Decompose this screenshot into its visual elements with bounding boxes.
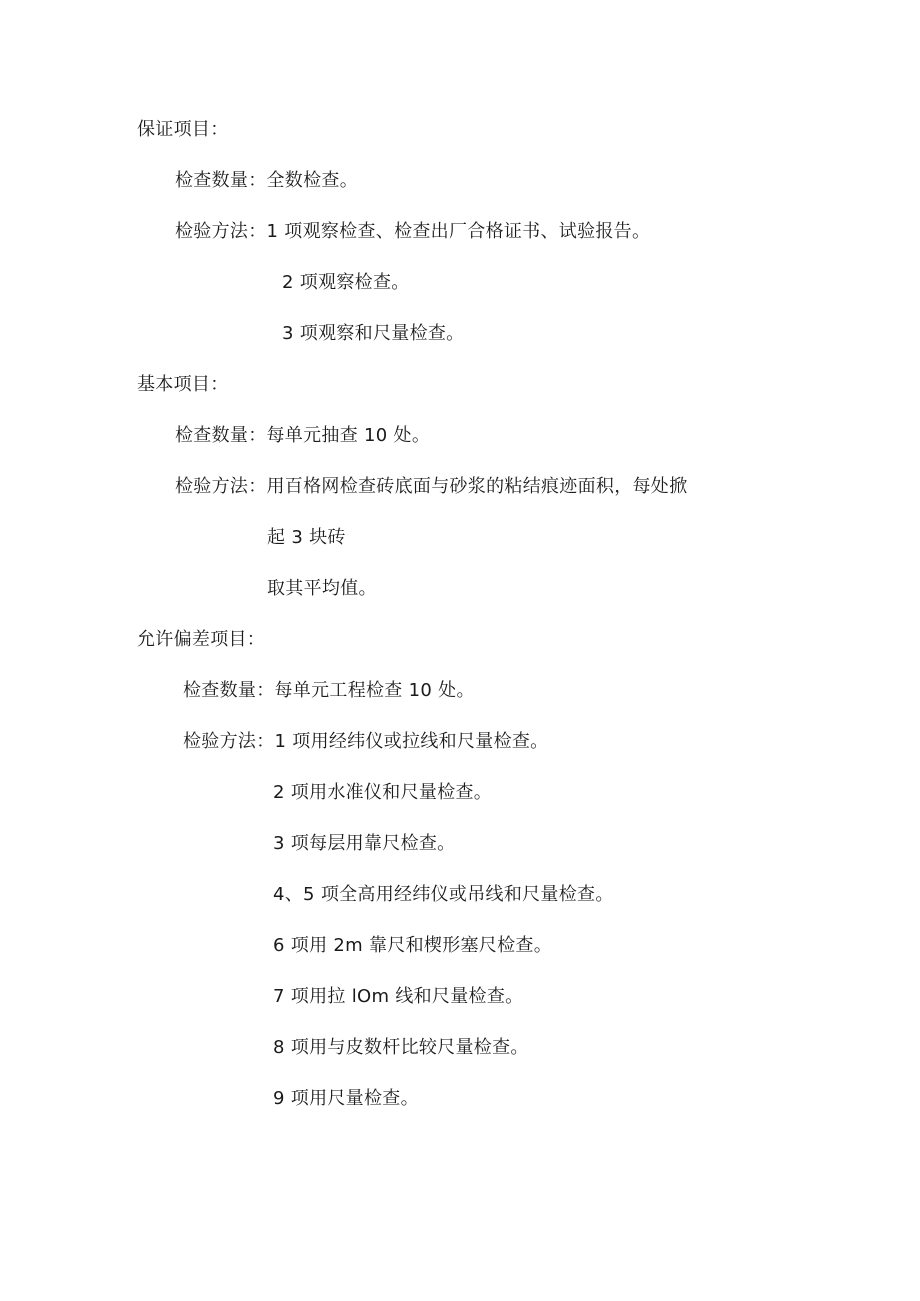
method-item-line: 3 项每层用靠尺检查。 [273, 833, 456, 854]
check-quantity-line: 检查数量：每单元工程检查 10 处。 [183, 680, 475, 701]
method-continuation-line: 起 3 块砖 [267, 527, 346, 548]
method-item-line: 6 项用 2m 靠尺和楔形塞尺检查。 [273, 935, 553, 956]
method-item-line: 2 项观察检查。 [282, 272, 410, 293]
check-method-line: 检验方法：用百格网检查砖底面与砂浆的粘结痕迹面积，每处掀 [175, 476, 688, 497]
method-item-line: 7 项用拉 lOm 线和尺量检查。 [273, 986, 524, 1007]
check-method-line: 检验方法：1 项用经纬仪或拉线和尺量检查。 [183, 731, 549, 752]
method-item-line: 4、5 项全高用经纬仪或吊线和尺量检查。 [273, 884, 614, 905]
method-item-line: 9 项用尺量检查。 [273, 1088, 419, 1109]
method-item-line: 2 项用水准仪和尺量检查。 [273, 782, 493, 803]
method-continuation-line: 取其平均值。 [267, 578, 377, 599]
check-quantity-line: 检查数量：全数检查。 [175, 170, 358, 191]
method-item-line: 3 项观察和尺量检查。 [282, 323, 465, 344]
method-item-line: 8 项用与皮数杆比较尺量检查。 [273, 1037, 529, 1058]
section-heading-tolerance: 允许偏差项目： [137, 629, 266, 650]
section-heading-guarantee: 保证项目： [137, 119, 229, 140]
check-method-line: 检验方法：1 项观察检查、检查出厂合格证书、试验报告。 [175, 221, 651, 242]
check-quantity-line: 检查数量：每单元抽查 10 处。 [175, 425, 431, 446]
section-heading-basic: 基本项目： [137, 374, 229, 395]
